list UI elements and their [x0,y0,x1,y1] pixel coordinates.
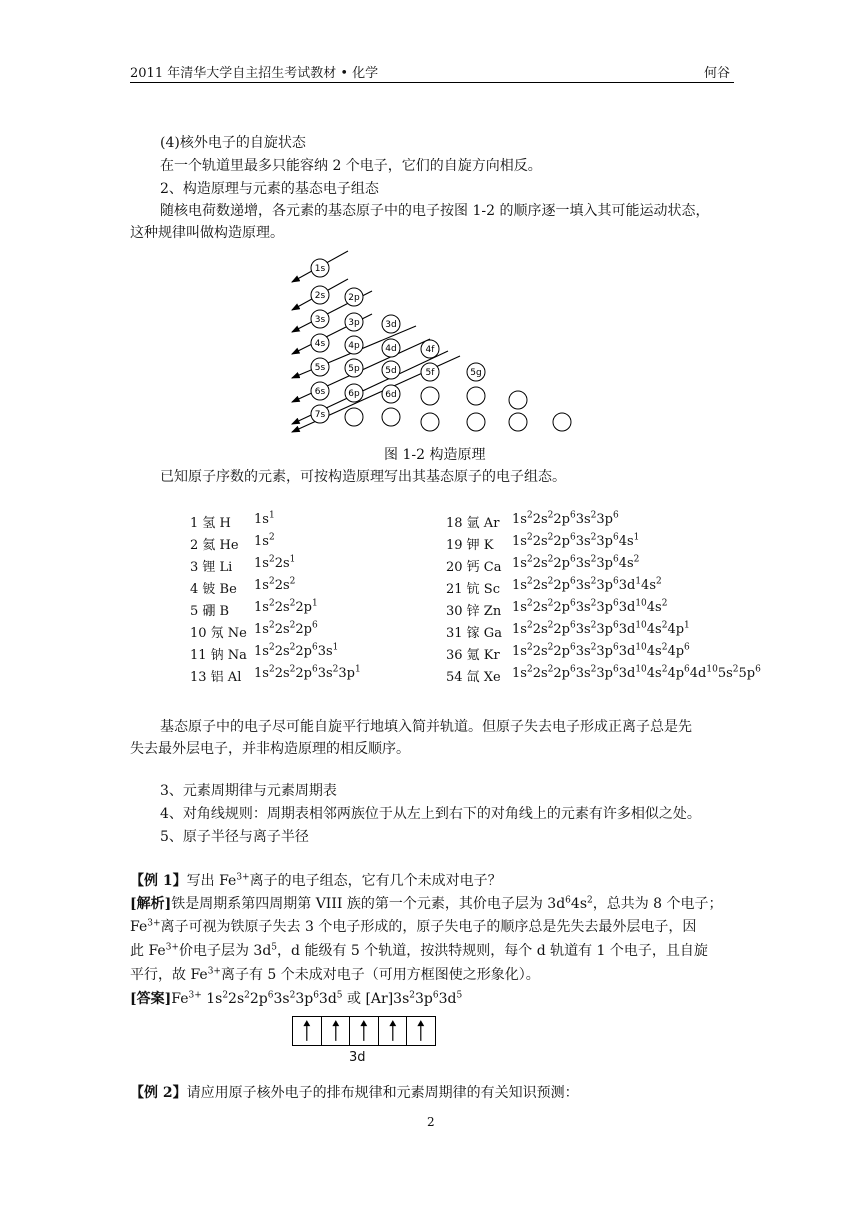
orbital-2s: 2s [314,291,326,301]
header-author: 何谷 [704,66,731,81]
orbital-box-cell [379,1017,408,1045]
answer-alt-config: $[Ar]3s^23p^63d^5$ [365,990,463,1007]
electron-config: $1s^22s^22p^63s^1$ [254,642,339,659]
element-label: 31 镓 Ga [446,626,502,641]
element-label: 19 钾 K [446,538,494,553]
element-label: 2 氦 He [190,538,239,553]
electron-config: $1s^22s^22p^63s^23p^1$ [254,664,361,681]
aufbau-text-1: 随核电荷数递增，各元素的基态原子中的电子按图 1-2 的顺序逐一填入其可能运动状态， [160,203,710,219]
element-label: 3 锂 Li [190,560,233,575]
note-line-2: 失去最外层电子，并非构造原理的相反顺序。 [130,741,410,757]
orbital-5p: 5p [348,364,360,374]
aufbau-heading: 2、构造原理与元素的基态电子组态 [160,181,379,197]
element-label: 54 氙 Xe [446,670,501,685]
electron-config: $1s^1$ [254,510,275,527]
electron-config: $1s^22s^22p^63s^23p^63d^{10}4s^24p^64d^{10}5s^25p^6$ [512,664,761,681]
element-label: 4 铍 Be [190,582,237,597]
electron-config: $1s^22s^1$ [254,554,296,571]
orbital-4s: 4s [314,339,326,349]
orbital-4f: 4f [425,345,435,355]
orbital-box-3d [292,1016,436,1046]
element-label: 20 钙 Ca [446,560,502,575]
orbital-6d: 6d [385,390,397,400]
example-1-analysis-2: $Fe^{3+}$离子可视为铁原子失去 3 个电子形成的，原子失电子的顺序总是先失去最外层电子，因 [130,918,697,935]
orbital-5g: 5g [470,368,482,378]
orbital-2p: 2p [348,293,360,303]
orbital-5d: 5d [385,366,397,376]
example-2-question: 【例 2】请应用原子核外电子的排布规律和元素周期律的有关知识预测： [130,1085,579,1101]
electron-config: $1s^22s^22p^63s^23p^64s^1$ [512,532,640,549]
electron-config: $1s^22s^22p^63s^23p^64s^2$ [512,554,640,571]
header-title: 2011 年清华大学自主招生考试教材 • 化学 [130,66,379,81]
electron-config: $1s^2$ [254,532,275,549]
note-line-1: 基态原子中的电子尽可能自旋平行地填入简并轨道。但原子失去电子形成正离子总是先 [160,719,692,735]
up-arrow-icon [303,1020,310,1026]
spin-heading: (4)核外电子的自旋状态 [160,135,306,151]
spin-text: 在一个轨道里最多只能容纳 2 个电子，它们的自旋方向相反。 [160,158,542,174]
element-label: 18 氩 Ar [446,516,500,531]
element-label: 21 钪 Sc [446,582,500,597]
example-1-answer: [答案]$Fe^{3+}$ $1s^22s^22p^63s^23p^63d^5$ 或 $[Ar]3s^23p^63d^5$ [130,990,463,1007]
electron-config: $1s^22s^22p^1$ [254,598,318,615]
orbital-5s: 5s [314,363,326,373]
electron-config: $1s^22s^22p^63s^23p^63d^{10}4s^2$ [512,598,668,615]
orbital-6s: 6s [314,387,326,397]
orbital-4d: 4d [385,344,397,354]
aufbau-diagram [280,246,600,446]
electron-config: $1s^22s^22p^6$ [254,620,318,637]
element-label: 30 锌 Zn [446,604,502,619]
element-label: 13 铝 Al [190,670,242,685]
element-label: 1 氢 H [190,516,231,531]
electron-config: $1s^22s^22p^63s^23p^6$ [512,510,619,527]
section-5-heading: 5、原子半径与离子半径 [160,829,309,845]
orbital-box-cell [407,1017,435,1045]
example-1-analysis-4: 平行，故 $Fe^{3+}$离子有 5 个未成对电子（可用方框图使之形象化）。 [130,966,540,983]
orbital-3d: 3d [385,320,397,330]
up-arrow-icon [332,1020,339,1026]
orbital-7s: 7s [314,410,326,420]
element-label: 5 硼 B [190,604,230,619]
orbital-3p: 3p [348,318,360,328]
orbital-3s: 3s [314,315,326,325]
header-rule [130,82,734,83]
page-number: 2 [427,1115,435,1129]
orbital-box-cell [350,1017,379,1045]
orbital-box-label: 3d [349,1050,366,1065]
element-label: 10 氖 Ne [190,626,247,641]
orbital-5f: 5f [425,368,435,378]
element-label: 36 氪 Kr [446,648,500,663]
intro-text: 已知原子序数的元素，可按构造原理写出其基态原子的电子组态。 [160,469,566,485]
figure-caption: 图 1-2 构造原理 [384,447,486,463]
orbital-box-cell [293,1017,322,1045]
example-1-question: 【例 1】写出 $Fe^{3+}$离子的电子组态，它有几个未成对电子？ [130,872,502,889]
up-arrow-icon [389,1020,396,1026]
orbital-6p: 6p [348,389,360,399]
electron-config: $1s^22s^22p^63s^23p^63d^14s^2$ [512,576,662,593]
example-1-analysis-1: [解析]铁是周期系第四周期第 VIII 族的第一个元素，其价电子层为 $3d^64s^2$，总共为 8 个电子； [130,895,723,912]
orbital-1s: 1s [314,264,326,274]
up-arrow-icon [361,1020,368,1026]
section-4-heading: 4、对角线规则：周期表相邻两族位于从左上到右下的对角线上的元素有许多相似之处。 [160,806,701,822]
aufbau-text-2: 这种规律叫做构造原理。 [130,225,284,241]
orbital-box-cell [322,1017,351,1045]
electron-config: $1s^22s^2$ [254,576,296,593]
electron-config: $1s^22s^22p^63s^23p^63d^{10}4s^24p^6$ [512,642,690,659]
example-1-analysis-3: 此 $Fe^{3+}$价电子层为 $3d^5$，d 能级有 5 个轨道，按洪特规则，每个 d 轨道有 1 个电子，且自旋 [130,942,708,959]
section-3-heading: 3、元素周期律与元素周期表 [160,783,337,799]
answer-config: $1s^22s^22p^63s^23p^63d^5$ [206,990,343,1007]
element-label: 11 钠 Na [190,648,247,663]
up-arrow-icon [418,1020,425,1026]
electron-config: $1s^22s^22p^63s^23p^63d^{10}4s^24p^1$ [512,620,690,637]
orbital-4p: 4p [348,341,360,351]
